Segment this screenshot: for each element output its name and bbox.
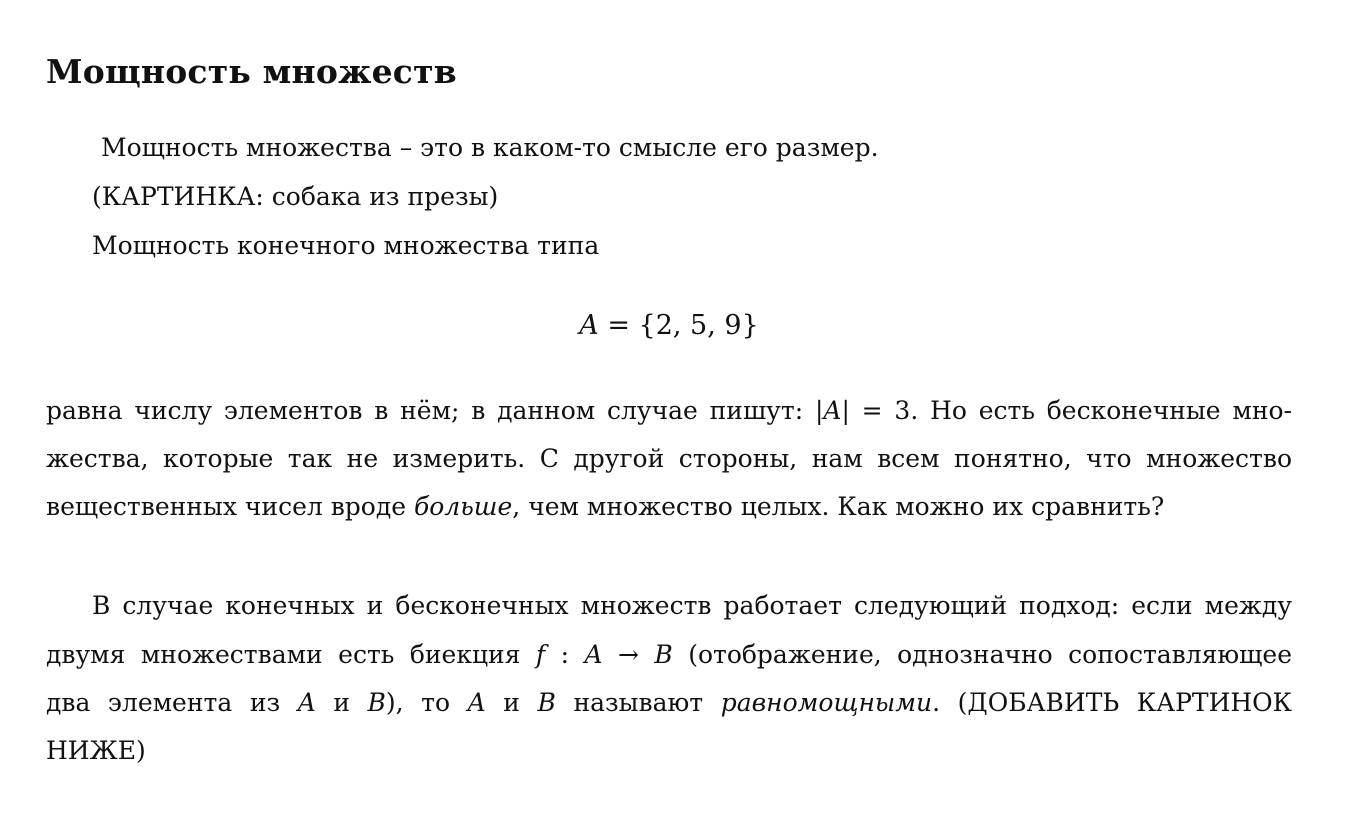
paragraph-1-line-3 [46,483,1292,532]
p2-l3-and: и [315,688,368,717]
p2-l3-A2: A [467,688,486,717]
p2-l3-a: два элемента из [46,688,298,717]
p1-l3-emphasis: больше [413,492,513,521]
p2-l3-b: ), то [385,688,468,717]
p1-abs-open: | [814,396,824,425]
p2-l3-emphasis: равномощными [720,688,933,717]
p1-text-b: . Но есть бесконечные мно- [910,396,1293,425]
p1-text-a: равна числу элементов в нём; в данном случае пишут: [46,396,815,425]
p2-l2-arrow: → [602,640,655,669]
p2-l2-colon: : [545,640,585,669]
formula-set: {2, 5, 9} [638,310,759,341]
p1-abs-close: | [841,396,850,425]
p2-l3-and2: и [485,688,538,717]
paragraph-2-line-1: В случае конечных и бесконечных множеств работает следующий подход: если между [92,591,1292,620]
paragraph-1-line-2: жества, которые так не измерить. С другой стороны, нам всем понятно, что множество [46,444,1292,473]
paragraph-2-line-2 [46,631,1292,680]
p2-l3-c: называют [555,688,721,717]
p2-l3-B2: B [537,688,556,717]
p2-l2-f: f [535,640,546,669]
p1-l3-a: вещественных чисел вроде [46,492,414,521]
p2-l3-A: A [297,688,316,717]
intro-line-2: (КАРТИНКА: собака из презы) [92,182,499,211]
formula-equals: = [598,310,639,341]
intro-line-3: Мощность конечного множества типа [92,231,600,260]
formula-variable: A [579,310,599,341]
p2-l3-B: B [367,688,386,717]
section-title: Мощность множеств [46,52,457,91]
p2-l2-B: B [654,640,673,669]
paragraph-2-line-4: НИЖЕ) [46,736,146,765]
p2-l2-b: (отображение, однозначно сопоставляющее [672,640,1293,669]
p2-l3-d: . (ДОБАВИТЬ КАРТИНОК [932,688,1293,717]
paragraph-2-line-3 [46,679,1292,728]
p2-l2-a: двумя множествами есть биекция [46,640,536,669]
intro-line-1: Мощность множества – это в каком-то смысле его размер. [101,133,879,162]
paragraph-1-line-1 [46,387,1292,436]
display-formula [46,310,1292,341]
p1-var-a: A [823,396,842,425]
p2-l2-A: A [584,640,603,669]
p1-l3-b: , чем множество целых. Как можно их сравнить? [512,492,1165,521]
p1-eq: = 3 [849,396,911,425]
